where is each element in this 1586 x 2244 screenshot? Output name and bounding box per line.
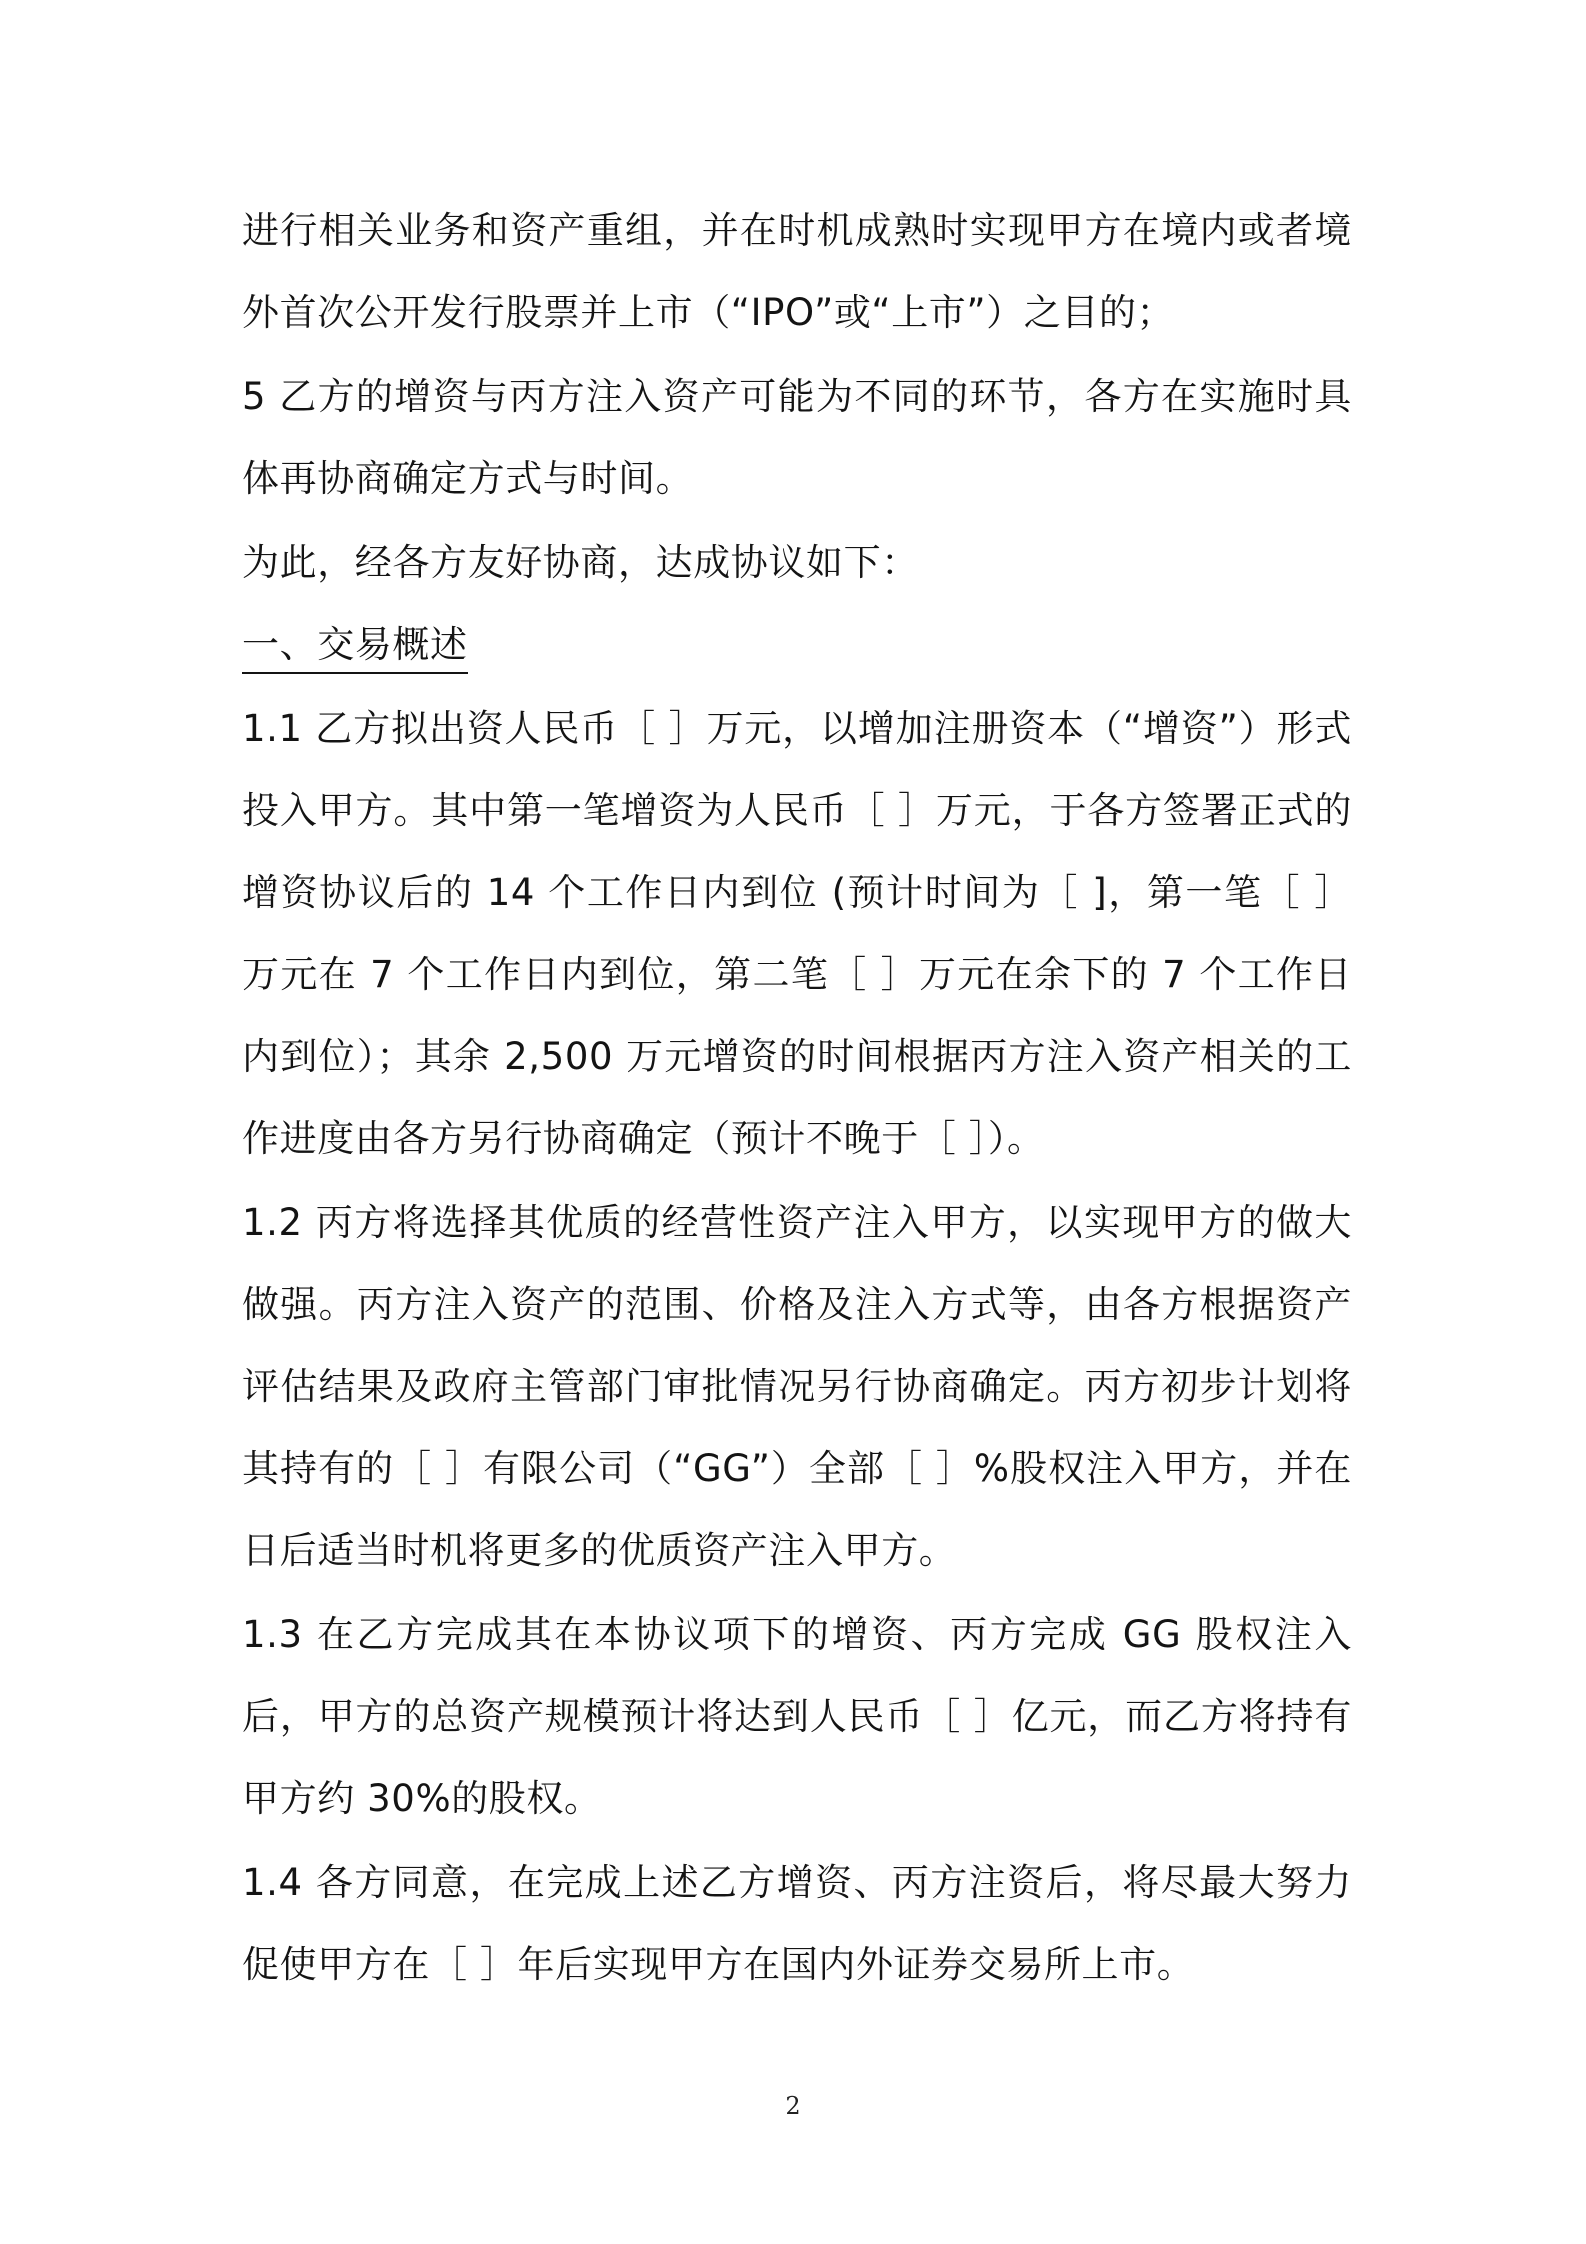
document-body [242, 190, 1352, 2006]
clause-1-4: 1.4 各方同意，在完成上述乙方增资、丙方注资后，将尽最大努力促使甲方在［ ］年后实现甲方在国内外证券交易所上市。 [242, 1861, 1352, 1986]
paragraph-agreement-intro: 为此，经各方友好协商，达成协议如下： [242, 541, 919, 584]
clause-1-2: 1.2 丙方将选择其优质的经营性资产注入甲方，以实现甲方的做大做强。丙方注入资产的范围、价格及注入方式等，由各方根据资产评估结果及政府主管部门审批情况另行协商确定。丙方初步计划将其持有的［ ］有限公司（“GG”）全部［ ］%股权注入甲方，并在日后适当时机将更多的优质资产注入甲方。 [242, 1201, 1352, 1572]
paragraph-item-5: 5 乙方的增资与丙方注入资产可能为不同的环节，各方在实施时具体再协商确定方式与时间。 [242, 375, 1352, 500]
page-number: 2 [785, 2092, 801, 2120]
clause-1-1: 1.1 乙方拟出资人民币［ ］万元，以增加注册资本（“增资”）形式投入甲方。其中第一笔增资为人民币［ ］万元，于各方签署正式的增资协议后的 14 个工作日内到位 (预计时间为［ ]，第一笔［ ］万元在 7 个工作日内到位，第二笔［ ］万元在余下的 7 个工作日内到位）；其余 2,500 万元增资的时间根据丙方注入资产相关的工作进度由各方另行协商确定（预计不晚于［ ］）。 [242, 707, 1352, 1160]
clause-1-3: 1.3 在乙方完成其在本协议项下的增资、丙方完成 GG 股权注入后，甲方的总资产规模预计将达到人民币［ ］亿元，而乙方将持有甲方约 30%的股权。 [242, 1613, 1352, 1820]
paragraph-ipo-purpose: 进行相关业务和资产重组，并在时机成熟时实现甲方在境内或者境外首次公开发行股票并上市（“IPO”或“上市”）之目的； [242, 209, 1352, 334]
section-heading [242, 604, 1352, 686]
section-heading-text: 一、交易概述 [242, 623, 468, 674]
